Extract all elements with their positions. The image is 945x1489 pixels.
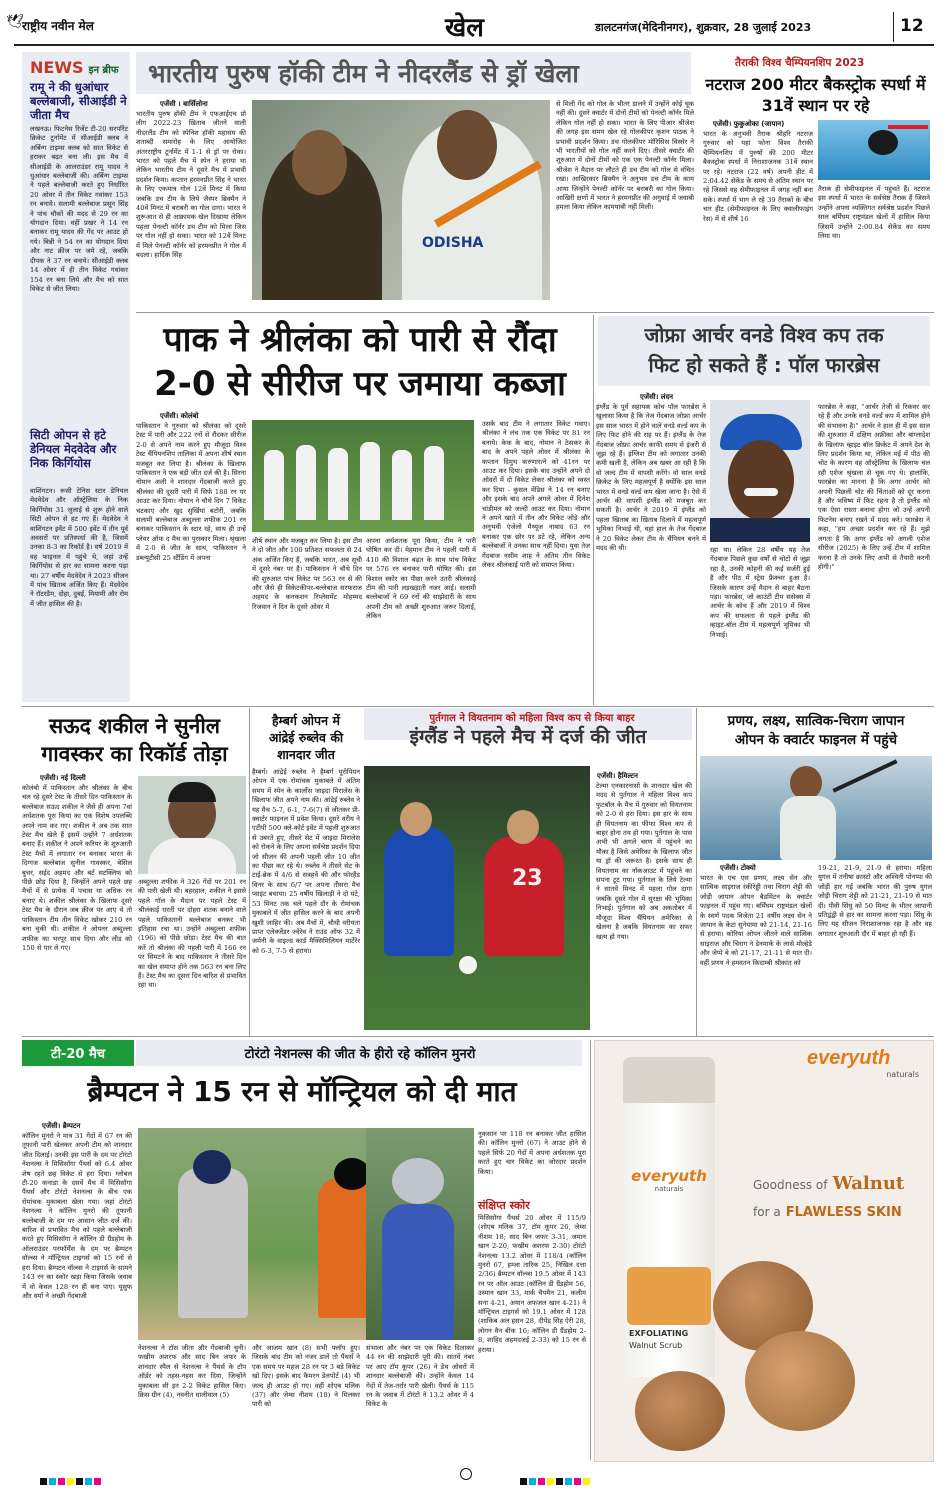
- pak-sl-byline: एजेंसी। कोलंबो: [160, 412, 199, 420]
- hockey-headline: भारतीय पुरुष हॉकी टीम ने नीदरलैंड से ड्रॉ खेला: [148, 59, 579, 88]
- t20-col2: नेशनल्स ने टॉस जीता और गेंदबाजी चुनी। फखीम अशरफ और साद बिन जफर के शानदार स्पैल से नेशनल्स ने पैंथर्स के टॉप ऑर्डर को तहस-नहस कर दिया, जिन्होंने मुकाबला सी इन 2-2 विकेट हासिल किए। क्रिस ग्रीन (4), नवनीत धालीवाल (5): [138, 1344, 246, 1400]
- pak-sl-col4: उसके बाद टीम ने लगातार विकेट गवाए। श्रीलंका ने लंच तक एक विकेट पर 81 रन बनाये। केक के बाद, नोमान ने ठेसकर के बाद के अपने पहले ओवर में श्रीलंका के कप्तान दिमुथ करुणारत्ने को 41रन पर आउट कर दिया। इसके बाद उन्होंने अपने दो ओवरों में दो विकेट लेकर श्रीलंका को ध्वस्त कर दिया - कुसल मेंडिस ने 14 रन बनाए और इसके बाद अपने अगले ओवर में दिनेश चांडीमल को जल्दी आउट कर दिया। नोमान ने अपने खाते में तीन और विकेट जोड़े और अनुभवी एंजेलो मैथ्यूज नाबाद 63 रन बनाकर एक छोर पर डटे रहे, लेकिन अन्य बल्लेबाजों ने उनका साथ नहीं दिया। युवा तेज गेंदबाज नसीम शाह ने अंतिम तीन विकेट लेकर श्रीलंकाई पारी को समाप्त किया।: [482, 420, 590, 570]
- shakeel-body-col2: अब्दुल्ला शफीक ने 326 गेंदों पर 201 रन की पारी खेली थी। बहरहाल, शकील ने इससे पहले गॉल के मैदान पर पहले टेस्ट में श्रीलंकाई धरती पर दोहरा शतक बनाने वाले पहले पाकिस्तानी बल्लेबाज बनकर भी इतिहास रचा था। उन्होंने अब्दुल्ला शफीक (196) को पीछे छोड़ा। टेस्ट मैच की बात करें तो श्रीलंका की पहली पारी में 166 रन पर सिमटने के बाद पाकिस्तान ने तीसरे दिन का खेल समाप्त होने तक 563 रन बना लिए हैं। टेस्ट मैच का दूसरा दिन बारिश से प्रभावित रहा था।: [138, 878, 246, 990]
- archer-body-col1: इंग्लैंड के पूर्व सहायक कोच पॉल फारब्रेस ने खुलासा किया है कि तेज गेंदबाज जोफ्रा आर्चर इस साल भारत में होने वाले वनडे वर्ल्ड कप के लिए फिट होने की राह पर हैं। इंग्लैंड के तेज गेंदबाज जोफ्रा आर्चर काफी समय से इंजरी से जूझ रहे हैं। इंग्लिश टीम को लगातार उनकी कमी खली है, लेकिन अब खबर आ रही है कि वो जल्द टीम में वापसी करेंगे। वो साल वनडे क्रिकेट के लिए महत्वपूर्ण है क्योंकि इस साल भारत में वनडे वर्ल्ड कप खेला जाना है। ऐसे में आर्चर की वापसी इंग्लैंड को मजबूत कर सकती है। आर्चर ने 2019 में इंग्लैंड को पहला खिताब का खिताब दिलाने में महत्वपूर्ण भूमिका निभाई थी, वहां हाल के तेज गेंदबाज ने 20 विकेट लेकर टीम के चैंपियन बनने में मदद की थी।: [596, 403, 706, 553]
- t20-col1: कॉलिन मुनरो ने मात्र 31 गेंदों में 67 रन की तूफानी पारी खेलकर अपनी टीम को शानदार जीत दिलाई। उनकी इस पारी के दम पर टोरंटो नेशनल्स ने मिसिसॉगा पैंथर्स को 6.4 ओवर शेष रहते छह विकेट से हरा दिया। ग्लोबल टी-20 कनाडा के दसवें मैच में मिसिसॉगा पैंथर्स और टोरंटो नेशनल्स के बीच एक रोमांचक मुकाबला खेला गया। जहां टोरंटो नेशनल्स ने कॉलिन मुनरो की तूफानी बल्लेबाजी के दम पर आसान जीत दर्ज की। बारिश से प्रभावित मैच को पहले बल्लेबाजी करते हुए मिसिसॉगा ने कॉलिन डी ग्रैंडहोम के ऑलराउंडर परफॉर्मेंस के दम पर ब्रैम्पटन वॉल्व्स ने मॉन्ट्रियल टाइगर्स को 15 रनों से हरा दिया। ब्रैम्पटन वॉल्व्स ने टाइगर्स के सामने 143 रन का स्कोर खड़ा किया जिसके जवाब में वो केवल 128 रन ही बना पाए। यूसुफ और वर्मा ने अच्छी गेंदबाजी: [22, 1132, 132, 1300]
- pak-sl-col2: शीर्ष स्थान और मजबूत कर लिया है। इस टीम ने दो जीत और 100 प्रतिशत सफलता से 24 अंक अर्जित किए हैं, जबकि भारत, अब सूची में दूसरे नंबर पर है। पाकिस्तान ने चौथे दिन की शुरुआत पांच विकेट पर 563 रन से की और जैसे ही विकेटकीपर-बल्लेबाज सरफराज अहमद के कनकशन रिप्लेसमेंट मोहम्मद रिजवान ने दिन के दूसरे ओवर में: [252, 537, 362, 611]
- brief-item-body: लखनऊ। फिटनेस रिजेंट टी-20 सरपरिंट क्रिकेट टूर्नामेंट में सीआईडी क्लब ने अर्बिन्ग टाइम्स क्लब को सात विकेट से हराकर बढ़त बना ली। इस मैच में सीआईडी के आलराउंडर रामू यादव ने धुआंधार बल्लेबाजी की। अर्बिन्ग टाइम्स ने पहले बल्लेबाजी करते हुए निर्धारित 20 ओवर में तीन विकेट गवांकर 153 रन बनाये। सलामी बल्लेबाज प्रसून सिंह ने पांच चौकों की मदद से 29 रन का योगदान दिया। वहीं प्रखर ने 14 रन बनाकर रामू यादव की गेंद पर आउट हो गये। बिन्नी ने 54 रन का योगदान दिया और नाट क्रीज पर जमे रहे, जबकि दीपक ने 37 रन बनाये। सीआईडी क्लब 14 ओवर में ही तीन विकेट गवांकर 154 रन बना लिये और मैच को सात विकेट से जीत लिया।: [30, 125, 128, 293]
- shakeel-byline: एजेंसी। नई दिल्ली: [40, 774, 86, 782]
- archer-photo: [710, 400, 810, 542]
- badminton-body-col2: 19-21, 21-9, 21-9 से हराया। महिला युगल में तनीषा क्रास्टो और अश्विनी पोनप्पा की जोड़ी हार गई जबकि भारत की पुरुष युगल जोड़ी चिराग शेट्टी को 21-21, 21-19 से मात दी। पीवी सिंधु को 50 मिनट के भीतर जापानी प्रतिद्वंद्वी से हार का सामना करना पड़ा। सिंधु के लिए यह सीजन निराशाजनक रहा है और वह लगातार शुरुआती दौर में बाहर हो रही हैं।: [818, 864, 932, 938]
- ad-brand-logo: [807, 1047, 927, 1079]
- badminton-headline-line2: ओपन के क्वार्टर फाइनल में पहुंचे: [734, 732, 898, 748]
- shakeel-photo: [138, 776, 246, 874]
- news-in-brief-header: [30, 58, 119, 77]
- t20-score: मिसिसॉगा पैंथर्स 20 ओवर में 115/9 (शोएब मलिक 37, टॉम कूपर 26, जेम्स नीशम 18; साद बिन जफर 3-31, जमान खान 2-20, फखीम अशरफ 2-30) टोरंटो नेशनल्स 13.2 ओवर में 118/4 (कॉलिन मुनरो 67, हम्जा तारिक 25, निखिल दत्ता 2/36) ब्रैम्पटन वॉल्व्स 19.5 ओवर में 143 रन पर ऑल आउट (कॉलिन डी ग्रैंडहोम 56, उस्मान खान 33, मार्क चैपमैन 21, कलीम सना 4-21, अयान अफजल खान 4-21) ने मॉन्ट्रियल टाइगर्स को 19.1 ओवर में 128 (शाकिब अल हसन 28, दीपेंद्र सिंह ऐरी 28, लोगन वैन बीक 16; कॉलिन डी ग्रैंडहोम 2-8, शाहिद अहमदजई 2-33) को 15 रन से हराया।: [478, 1214, 586, 1354]
- t20-col3: और आजम खान (8) सभी फ्लॉप हुए। जिसके बाद टीम को नजर डालें तो पैंथर्स ने एक समय पर महज 28 रन पर 3 बड़े विकेट खो दिए। इसके बाद कैमरन डेलपोर्ट (4) भी जल्द ही आउट हो गए। वहीं शोएब मलिक (37) और जेम्स नीशम (18) ने मिलकर पारी को: [252, 1344, 360, 1409]
- cricket-player-photo: [366, 1128, 474, 1340]
- badminton-body-col1: भारत के एच एस प्रणय, लक्ष्य सेन और सात्विक साइराज रंकीरेड्डी तथा चिराग शेट्टी की जोड़ी जापान ओपन बैडमिंटन के क्वार्टर फाइनल में पहुंच गए। बर्मिंघम राष्ट्रमंडल खेलों के स्वर्ण पदक विजेता 21 वर्षीय लक्ष्य सेन ने जापान के केंटा सुनेयामा को 21-14, 21-16 से हराया। कोरिया ओपन जीतने वाले सात्विक साइराज और चिराग ने डेनमार्क के लासे मोल्हेडे और जेप्पे बे को 21-17, 21-11 से मात दी। वहीं प्रणय ने हमवतन किदाम्बी श्रीकांत को: [700, 874, 812, 967]
- ad-tube: [623, 1057, 715, 1377]
- archer-byline: एजेंसी। लंदन: [640, 393, 674, 401]
- t20-col5: नुकसान पर 118 रन बनाकर जीत हासिल की। कॉलिन मुनरो (67) ने आउट होने से पहले सिर्फ 20 गेंदों में अपना अर्धशतक पूरा करते हुए चार विकेट का जोरदार प्रदर्शन किया।: [478, 1130, 586, 1176]
- walnut-image: [635, 1371, 725, 1451]
- swimmer-photo: [818, 120, 930, 180]
- womens-wc-kicker: पुर्तगाल ने वियतनाम को महिला विश्व कप से किया बाहर: [429, 713, 635, 724]
- hockey-body-col1: भारतीय पुरुष हॉकी टीम ने एफआईएच प्रो लीग 2022-23 खिताब जीतने वाली नीदरलैंड टीम को स्पेनिश हॉकी महासंघ की शताब्दी समारोह के लिए आयोजित अंतरराष्ट्रीय टूर्नामेंट में 1-1 से ड्रॉ पर रोका। भारत को पहले मैच में स्पेन ने हराया था लेकिन भारतीय टीम ने दूसरे मैच में प्रभावी प्रदर्शन किया। कप्तान हरमनप्रीत सिंह ने भारत के लिए एकमात्र गोल 12वें मिनट में किया जबकि डच टीम के लिये जैस्पर ब्रिक्मैन ने 40वें मिनट में बराबरी का गोल दागा। भारत ने शुरूआत से ही आक्रामक खेल दिखाया लेकिन पहला पेनल्टी कॉर्नर डच टीम को मिला जिस पर गोल नहीं हो सका। भारत को 12वें मिनट में मिले पेनल्टी कॉर्नर को हरमनप्रीत ने गोल में बदला। हार्दिक सिंह: [136, 110, 246, 260]
- masthead-rule: [14, 44, 934, 46]
- womens-wc-headline: इंग्लैंड ने पहले मैच में दर्ज की जीत: [409, 726, 647, 748]
- hockey-body-col2: से मिली गेंद को गोल के भीतर डालने में उन्होंने कोई चूक नहीं की। दूसरे क्वार्टर में दोनों टीमों को पेनल्टी कॉर्नर मिले लेकिन गोल नहीं हो सका। भारत के लिए पीआर श्रीजेश की जगह इस समय खेल रहे गोलकीपर कृशन पाठक ने प्रभावी प्रदर्शन किया। डच गोलकीपर मॉरिसिस विस्सेर ने भी भारतीयों को गोल नहीं करने दिए। तीसरे क्वार्टर की शुरुआत में दोनों टीमों को एक एक पेनल्टी कॉर्नर मिला। श्रीजेश ने मैदान पर लौटते ही डच टीम को गोल से वंचित रखा। आखिरकार ब्रिक्मैन ने अनुभव डच टीम के काम आया जिन्होंने पेनल्टी कॉर्नर पर बराबरी का गोल किया। आखिरी क्षणों में भारत ने हरमनप्रीत की अगुवाई में जवाबी हमला किया लेकिन कामयाबी नहीं मिली।: [556, 100, 694, 212]
- badminton-byline: एजेंसी। टोक्यो: [720, 864, 756, 872]
- t20-byline: एजेंसी। ब्रैम्पटन: [42, 1122, 81, 1130]
- archer-headline-line2: फिट हो सकते हैं : पॉल फारब्रेस: [648, 353, 880, 377]
- ad-tube-label: EXFOLIATING: [629, 1329, 689, 1338]
- rublev-headline-line1: हैम्बर्ग ओपन में: [272, 713, 340, 728]
- hockey-byline: एजेंसी । बार्सिलोना: [160, 100, 208, 108]
- rublev-body: हैम्बर्ग। आंद्रेई रुब्लेव ने हैम्बर्ग यूरोपियन ओपन में एक रोमांचक मुकाबले में अंतिम समय में स्पेन के कार्लोस जाइदा मिरालेस के खिलाफ जीत अपने नाम की। आंद्रेई रुब्लेव ने यह मैच 5-7, 6-1, 7-6(7) से जीतकर प्री-क्वार्टर फाइनल में प्रवेश किया। दूसरे वरीय ने एटीपी 500 क्ले-कोर्ट इवेंट में पहली शुरुआत से उबरते हुए, तीसरे सेट में जाइदा मिरालेस को रोकने के लिए अपना सर्वश्रेष्ठ प्रदर्शन दिया जो सीजन की अपनी पहली जीत 10 जीत का पीछा कर रहे थे। रुब्लेव ने तीसरे सेट के टाई-ब्रेक में 4/6 से सत्रहवें की और फोरहैंड विनर के साथ 6/7 पर अपना तीसरा मैच प्वाइंट बचाया। 25 वर्षीय खिलाड़ी ने दो घंटे, 53 मिनट तक चले पहले दौर के रोमांचक मुकाबले में जीत हासिल करने के बाद अपनी खुशी जाहिर की। अब मैचों में, चौथी वरीयता प्राप्त एलेक्जेंडर ज्वेरेव ने राउंड ऑफ 32 में जर्मनी के वाइल्ड कार्ड मैक्सिमिलियन मार्टेरेर को 6-3, 7-5 से हराया।: [252, 768, 360, 955]
- swimming-kicker: तैराकी विश्व चैम्पियनशिप 2023: [735, 57, 865, 69]
- swimming-body-col1: भारत के अनुभवी तैराक श्रीहरि नटराज गुरुवार को यहां फोना विश्व तैराकी चैम्पियनशिप में पुरुषों की 200 मीटर बैकस्ट्रोक स्पर्धा में निराशाजनक 31वें स्थान पर रहे। नटराज (22 वर्ष) अपनी हीट में 2:04.42 सेकेंड के समय से अंतिम स्थान पर रहे जिससे वह सेमीफाइनल में जगह नहीं बना सके। स्पर्धा में भाग ले रहे 39 तैराकों के बीच चार हीट (सेमीफाइनल के लिए क्वालीफाइंग रेस) में से शीर्ष 16: [703, 130, 813, 223]
- color-strip: [520, 1470, 592, 1489]
- pak-sl-headline-line1: पाक ने श्रीलंका को पारी से रौंदा: [163, 320, 557, 360]
- ad-tagline-walnut: Walnut: [832, 1173, 905, 1194]
- ad-tube-brand: everyuth: [631, 1167, 707, 1185]
- rublev-headline-line2: आंद्रेई रुब्लेव की: [268, 730, 344, 745]
- badminton-headline-line1: प्रणय, लक्ष्य, सात्विक-चिराग जापान: [727, 713, 905, 729]
- brief-item-headline: सिटी ओपन से हटे डेनियल मेदवेदेव और निक किर्गियोस: [30, 428, 117, 470]
- archer-body-col2: रहा था। लेकिन 28 वर्षीय यह तेज गेंदबाज पिछले कुछ वर्षों से चोटों से जूझ रहा है, उनकी कोहनी की कई सर्जरी हुई है और पीठ में स्ट्रेस फ्रैक्चर हुआ है। जिसके कारण उन्हें मैदान से बाहर बैठना पड़ा। फारब्रेस, जो काउंटी टीम ससेक्स में आर्चर के कोच हैं और 2019 में विश्व कप की सफलता से पहले इंग्लैंड की व्हाइट-बॉल टीम में महत्वपूर्ण भूमिका भी निभाई।: [710, 546, 810, 639]
- womens-wc-byline: एजेंसी। हैमिल्टन: [597, 772, 638, 780]
- cricket-team-photo: [252, 420, 474, 532]
- page-number: 12: [900, 16, 924, 36]
- color-strip: [40, 1470, 103, 1489]
- pak-sl-col1: पाकिस्तान ने गुरुवार को श्रीलंका को दूसरे टेस्ट में पारी और 222 रनों से रौंदकर सीरीज 2-0 से अपने नाम करने हुए मौजूदा विश्व टेस्ट चैंपियनशिप तालिका में अपना शीर्ष स्थान मजबूत कर लिया है। श्रीलंका के खिलाफ पाकिस्तान ने एक बड़ी जीत दर्ज की है। सिरना नोमान अली ने शानदार गेंदबाजी करते हुए श्रीलंका की दूसरी पारी में सिर्फ 188 रन पर आउट कर दिया। नोमान ने चौथे दिन 7 विकेट चटकाए और खुद सुर्खियां बटोरीं, जबकि सलामी बल्लेबाज अब्दुल्ला शफीक 201 रन बनाकर पाकिस्तान के स्टार रहे, साथ ही उन्हें प्लेयर ऑफ द मैच का पुरस्कार मिला। श्रृंखला में 2-0 से जीत के साथ, पाकिस्तान ने डब्ल्यूटीसी 25 स्टैंडिंग में अपना: [136, 422, 246, 562]
- ad-brand: everyuth: [807, 1047, 891, 1069]
- dateline: डालटनगंज(मेदिनीनगर), शुक्रवार, 28 जुलाई 2023: [595, 21, 812, 34]
- shakeel-headline-line2: गावस्कर का रिकॉर्ड तोड़ा: [41, 742, 228, 766]
- ad-tagline-flawless: FLAWLESS SKIN: [785, 1205, 902, 1220]
- everyuth-ad[interactable]: [594, 1040, 934, 1462]
- womens-wc-body: टेल्मा एनकारनासो के शानदार खेल की मदद से पुर्तगाल ने महिला विश्व कप फुटबॉल के मैच में गुरुवार को वियतनाम को 2-0 से हरा दिया। इस हार के साथ ही वियतनाम का फीफा विश्व कप से बाहर होना तय हो गया। पुर्तगाल के पास अभी भी अगले चरण में पहुंचने का मौका है जिसे अमेरिका के खिलाफ जीत या ड्रॉ की जरूरत है। इसके साथ ही वियतनाम का नॉकआउट में पहुंचने का सपना टूट गया। पुर्तगाल के लिये टेल्मा ने सातवें मिनट में पहला गोल दागा जबकि दूसरे गोल में सुरक्षा की भूमिका निभाई। पुर्तगाल को अब अकतोबर में मौजूदा विश्व चैंपियन अमेरिका से खेलना है जबकि वियतनाम का सफर खत्म हो गया।: [596, 782, 692, 941]
- rublev-headline-line3: शानदार जीत: [277, 747, 335, 762]
- pak-sl-headline-line2: 2-0 से सीरीज पर जमाया कब्जा: [154, 364, 566, 404]
- t20-col4: संभाला और नंबर पर एक विकेट दिलाकर 44 रन की साझेदारी पूरी की। सातवें नंबर पर आए टॉम कूपर (26) ने डेथ ओवरों में शानदार बल्लेबाजी की। उन्होंने केवल 14 गेंदों में तेज-तर्रार पारी खेली। पैंथर्स के 115 रन के जवाब में टोरंटो ने 13.2 ओवर में 4 विकेट के: [366, 1344, 474, 1409]
- pak-sl-col3: अपना अर्धशतक पूरा किया, टीम ने पारी घोषित कर दी। मेहमान टीम ने पहली पारी में 410 की विशाल बढ़त के साथ पांच विकेट पर 576 रन बनाकर पारी घोषित की। इस विशाल स्कोर का पीछा करने उतरी श्रीलंकाई टीम की पारी लड़खड़ाती नजर आई। सलामी बल्लेबाजों ने 69 रनों की साझेदारी के साथ अपनी टीम को अच्छी शुरुआत जरूर दिलाई, लेकिन: [366, 537, 476, 621]
- ad-tagline-goodness: Goodness of: [753, 1178, 828, 1192]
- shakeel-body-col1: कोलंबो में पाकिस्तान और श्रीलंका के बीच चल रहे दूसरे टेस्ट के तीसरे दिन पाकिस्तान के बल्लेबाज सऊद शकील ने जैसे ही अपना 7वां अर्धशतक पूरा किया का एक विशेष उपलब्धि अपने नाम कर गए। शकील ने अब तक सात टेस्ट मैच खेले हैं इसमें उन्होंने 7 अर्धशतक बनाए हैं। शकील ने अपने करियर के शुरुआती टेस्ट मैचों में लगातार रन बनाकर भारत के दिग्गज बल्लेबाज सुनील गावस्कर, बेसिल बुचर, सईद अहमद और बर्ट सटक्लिफ को पीछे छोड़ दिया है, जिन्होंने अपने पहले छह मैचों में से प्रत्येक में पचास या अधिक रन बनाए थे। शकील श्रीलंका के खिलाफ दूसरे टेस्ट मैच के दौरान जब क्रीज पर आए थे तो पाकिस्तान टीम तीन विकेट खोकर 210 रन बना चुकी थी। शकील ने ओपनर अब्दुल्ला शफीक का भरपूर साथ दिया और लीड को 150 से पार ले गए।: [22, 784, 132, 952]
- archer-body-col3: फारब्रेस ने कहा, "आर्चर तेजी से रिकवर कर रहे हैं और उनके वनडे वर्ल्ड कप में शामिल होने की संभावना है।" आर्चर ने हाल ही में इस साल की शुरुआत में दक्षिण अफ्रीका और बांग्लादेश के खिलाफ व्हाइट बॉल क्रिकेट में अपने देश के लिए प्रदर्शन किया था, लेकिन मई में पीठ की चोट के कारण वह ऑस्ट्रेलिया के खिलाफ चल रही एशेज श्रृंखला से चूक गए थे। हालांकि, फारब्रेस का मानना है कि अगर आर्चर को अपनी पिछली चोट की चिंताओं को दूर करना है और भविष्य में फिट रहना है तो इंग्लैंड को एक ऐसा रास्ता बनाना होगा जो उन्हें अपनी फिटनेस बनाए रखने में मदद करे। फारब्रेस ने कहा, "हम अच्छा प्रदर्शन कर रहे हैं। मुझे लगता है कि अगर इंग्लैंड को अगली एशेज सीरीज (2025) के लिए उन्हें टीम में शामिल करना है तो उनके लिए अभी से तैयारी करनी होगी।": [818, 403, 930, 571]
- masthead: [0, 0, 945, 46]
- section-name: खेल: [445, 13, 484, 43]
- swimming-headline: नटराज 200 मीटर बैकस्ट्रोक स्पर्धा में 31वें स्थान पर रहे: [705, 75, 926, 115]
- ad-brand-sub: naturals: [886, 1070, 919, 1079]
- brief-item-body: वाशिंगटन। रूसी टेनिस स्टार डेनियल मेदवेदेव और ऑस्ट्रेलिया के निक किर्गियोस 31 जुलाई से शुरू होने वाले सिटी ओपन से हट गए हैं। मेदवेदेव ने वाशिंगटन इवेंट में 500 इवेंट में तीन पूर्व अवसरों पर प्रतिस्पर्धा की है, जिसमें उनका 8-3 का रिकॉर्ड है। वर्ष 2019 में वह फाइनल में पहुंचे थे, जहां उन्हें किर्गियोस से हार का सामना करना पड़ा था। 27 वर्षीय मेदवेदेव ने 2023 सीजन में पांच खिताब अर्जित किए हैं। मेदवेदेव ने रॉटरडैम, दोहा, दुबई, मियामी और रोम में जीत हासिल की है।: [30, 487, 128, 608]
- news-label: NEWS: [30, 58, 84, 77]
- swimming-body-col2: तैराक ही सेमीफाइनल में पहुंचते हैं। नटराज इस स्पर्धा में भारत के सर्वश्रेष्ठ तैराक हैं जिसने उन्होंने अपना व्यक्तिगत सर्वश्रेष्ठ प्रदर्शन पिछले साल बर्मिंघम राष्ट्रमंडल खेलों में हासिल किया जिसमें उन्होंने 2:00.84 सेकेंड का समय लिया था।: [818, 185, 930, 241]
- t20-score-title: संक्षिप्त स्कोर: [478, 1199, 530, 1212]
- brief-label: इन ब्रीफ: [88, 65, 119, 76]
- t20-tag-label: टी-20 मैच: [51, 1047, 105, 1062]
- brief-item-headline: रामू ने की धुआंधार बल्लेबाजी, सीआईडी ने जीता मैच: [30, 80, 127, 122]
- bird-icon: 🕊: [6, 14, 24, 30]
- ad-tagline-for: for a: [753, 1205, 781, 1219]
- masthead-logo: राष्ट्रीय नवीन मेल: [22, 19, 94, 33]
- walnut-image: [745, 1331, 855, 1431]
- badminton-player-photo: [700, 756, 932, 860]
- swimming-byline: एजेंसी। फुकुओका (जापान): [713, 120, 785, 128]
- football-match-photo: 23: [364, 766, 590, 1030]
- registration-mark-icon: [460, 1468, 472, 1480]
- ad-tube-product: Walnut Scrub: [629, 1341, 683, 1350]
- archer-headline-line1: जोफ्रा आर्चर वनडे विश्व कप तक: [644, 323, 884, 347]
- t20-headline: ब्रैम्पटन ने 15 रन से मॉन्ट्रियल को दी मात: [87, 1075, 517, 1108]
- t20-kicker: टोरंटो नेशनल्स की जीत के हीरो रहे कॉलिन मुनरो: [244, 1047, 476, 1062]
- ad-tube-brand-sub: naturals: [654, 1185, 684, 1193]
- hockey-players-photo: ODISHA: [252, 100, 550, 300]
- shakeel-headline-line1: सऊद शकील ने सुनील: [48, 714, 221, 738]
